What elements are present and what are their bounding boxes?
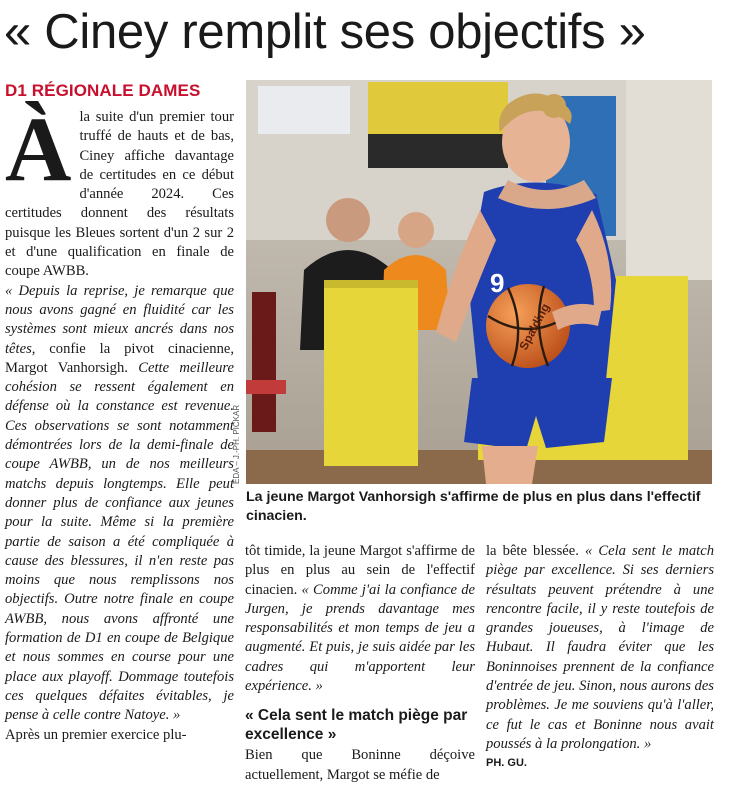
column-3-quote: « Cela sent le match piège par excellence. Si ses derniers résultats peuvent prétendre à une rencontre facile, il y reste toutefois de grandes joueuses, à l'image de Hubaut. Il faudra éviter que les Boninnoises prennent de la confiance d'entrée de jeu. Sinon, nous aurons des problèmes. Je me souviens qu'à l'aller, ce fut le cas et Boninne nous avait poussés à la prolongation. » <box>486 543 714 752</box>
quote-attribution: confie la pivot cinacienne, Margot Vanhorsigh. <box>5 340 234 376</box>
quote-part-a: « Depuis la reprise, je remarque que nous avons gagné en fluidité car les systèmes sont mieux ancrés dans nos têtes, <box>5 282 234 357</box>
headline: « Ciney remplit ses objectifs » <box>4 5 646 59</box>
quote-paragraph <box>5 282 234 726</box>
article-column-2 <box>245 542 475 785</box>
intro-text: la suite d'un premier tour truffé de hauts et de bas, Ciney affiche davantage de certitudes en ce début d'année 2024. Ces certitudes donnent des résultats puisque les Bleues sortent d'un 2 sur 2 et d'une qualification en finale de coupe AWBB. <box>5 109 234 280</box>
ball-brand: Spalding <box>516 301 553 353</box>
column-2-text-b: Bien que Boninne déçoive actuellement, Margot se méfie de <box>245 747 475 783</box>
section-kicker: D1 RÉGIONALE DAMES <box>5 81 201 100</box>
photo-credit-text: EDA – J.-PH. PICKAR <box>232 404 241 484</box>
jersey-number: 9 <box>490 268 505 298</box>
article-photo <box>246 80 712 484</box>
column-3-paragraph <box>486 542 714 754</box>
subheading: « Cela sent le match piège par excellence » <box>245 707 468 744</box>
photo-credit <box>232 404 246 486</box>
column-2-quote: « Comme j'ai la confiance de Jurgen, je prends davantage mes responsabilités et mon temps de jeu a augmenté. Et puis, je suis aidée par les cadres qui m'apportent leur expérience. » <box>245 581 475 695</box>
column-1-tail: Après un premier exercice plu- <box>5 726 187 743</box>
column-2-text-a: tôt timide, la jeune Margot s'affirme de plus en plus au sein de l'effectif cinacien. <box>245 543 475 598</box>
author-signature: PH. GU. <box>486 757 527 770</box>
column-3-text-a: la bête blessée. <box>486 543 579 559</box>
article-column-3 <box>486 542 714 774</box>
drop-cap: À <box>5 98 72 200</box>
article-column-1 <box>5 80 234 745</box>
photo-caption: La jeune Margot Vanhorsigh s'affirme de plus en plus dans l'effectif cinacien. <box>246 489 701 524</box>
intro-paragraph <box>5 98 234 282</box>
column-2-paragraph <box>245 542 475 696</box>
quote-part-b: Cette meilleure cohésion se ressent également en défense où la constance est revenue. Ces observations se sont notamment démontrées lors de la demi-finale de coupe AWBB, un de nos meilleurs matchs depuis longtemps. Elle peut donner plus de confiance aux jeunes pour la suite. Même si la première partie de saison a été compliquée à cause des blessures, il n'en reste pas moins que nous remplissons nos objectifs. Outre notre finale en coupe AWBB, nous avons affronté une formation de D1 en coupe de Belgique et nous sommes en course pour une place aux playoff. Dommage toutefois ces quelques défaites évitables, je pense à celle contre Natoye. » <box>5 359 234 724</box>
